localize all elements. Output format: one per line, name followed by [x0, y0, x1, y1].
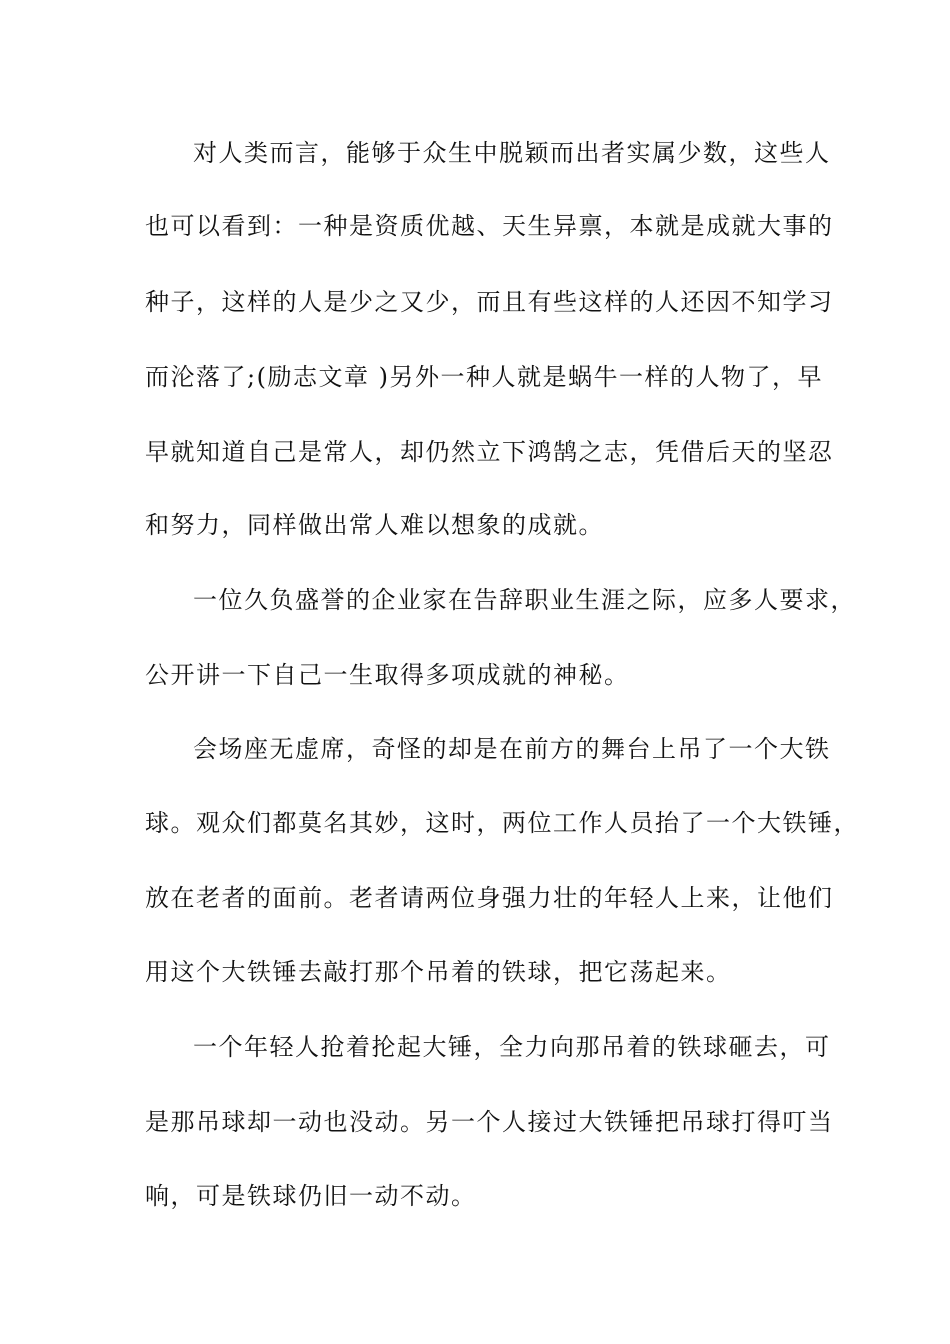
text-line: 公开讲一下自己一生取得多项成就的神秘。: [145, 661, 630, 689]
text-line: 用这个大铁锤去敲打那个吊着的铁球，把它荡起来。: [145, 958, 732, 986]
text-line: 一位久负盛誉的企业家在告辞职业生涯之际，应多人要求，: [193, 586, 856, 614]
text-line: 一个年轻人抢着抡起大锤，全力向那吊着的铁球砸去，可: [193, 1033, 831, 1061]
text-line: 对人类而言，能够于众生中脱颖而出者实属少数，这些人: [193, 139, 831, 167]
text-line: 而沦落了;(励志文章 )另外一种人就是蜗牛一样的人物了，早: [145, 363, 823, 391]
text-line: 早就知道自己是常人，却仍然立下鸿鹄之志，凭借后天的坚忍: [145, 438, 834, 466]
text-line: 响，可是铁球仍旧一动不动。: [145, 1182, 477, 1210]
text-line: 是那吊球却一动也没动。另一个人接过大铁锤把吊球打得叮当: [145, 1108, 834, 1136]
text-line: 球。观众们都莫名其妙，这时，两位工作人员抬了一个大铁锤，: [145, 809, 859, 837]
text-line: 和努力，同样做出常人难以想象的成就。: [145, 511, 604, 539]
text-line: 也可以看到：一种是资质优越、天生异禀，本就是成就大事的: [145, 212, 834, 240]
text-line: 种子，这样的人是少之又少，而且有些这样的人还因不知学习: [145, 288, 834, 316]
text-line: 会场座无虚席，奇怪的却是在前方的舞台上吊了一个大铁: [193, 735, 831, 763]
text-line: 放在老者的面前。老者请两位身强力壮的年轻人上来，让他们: [145, 884, 834, 912]
